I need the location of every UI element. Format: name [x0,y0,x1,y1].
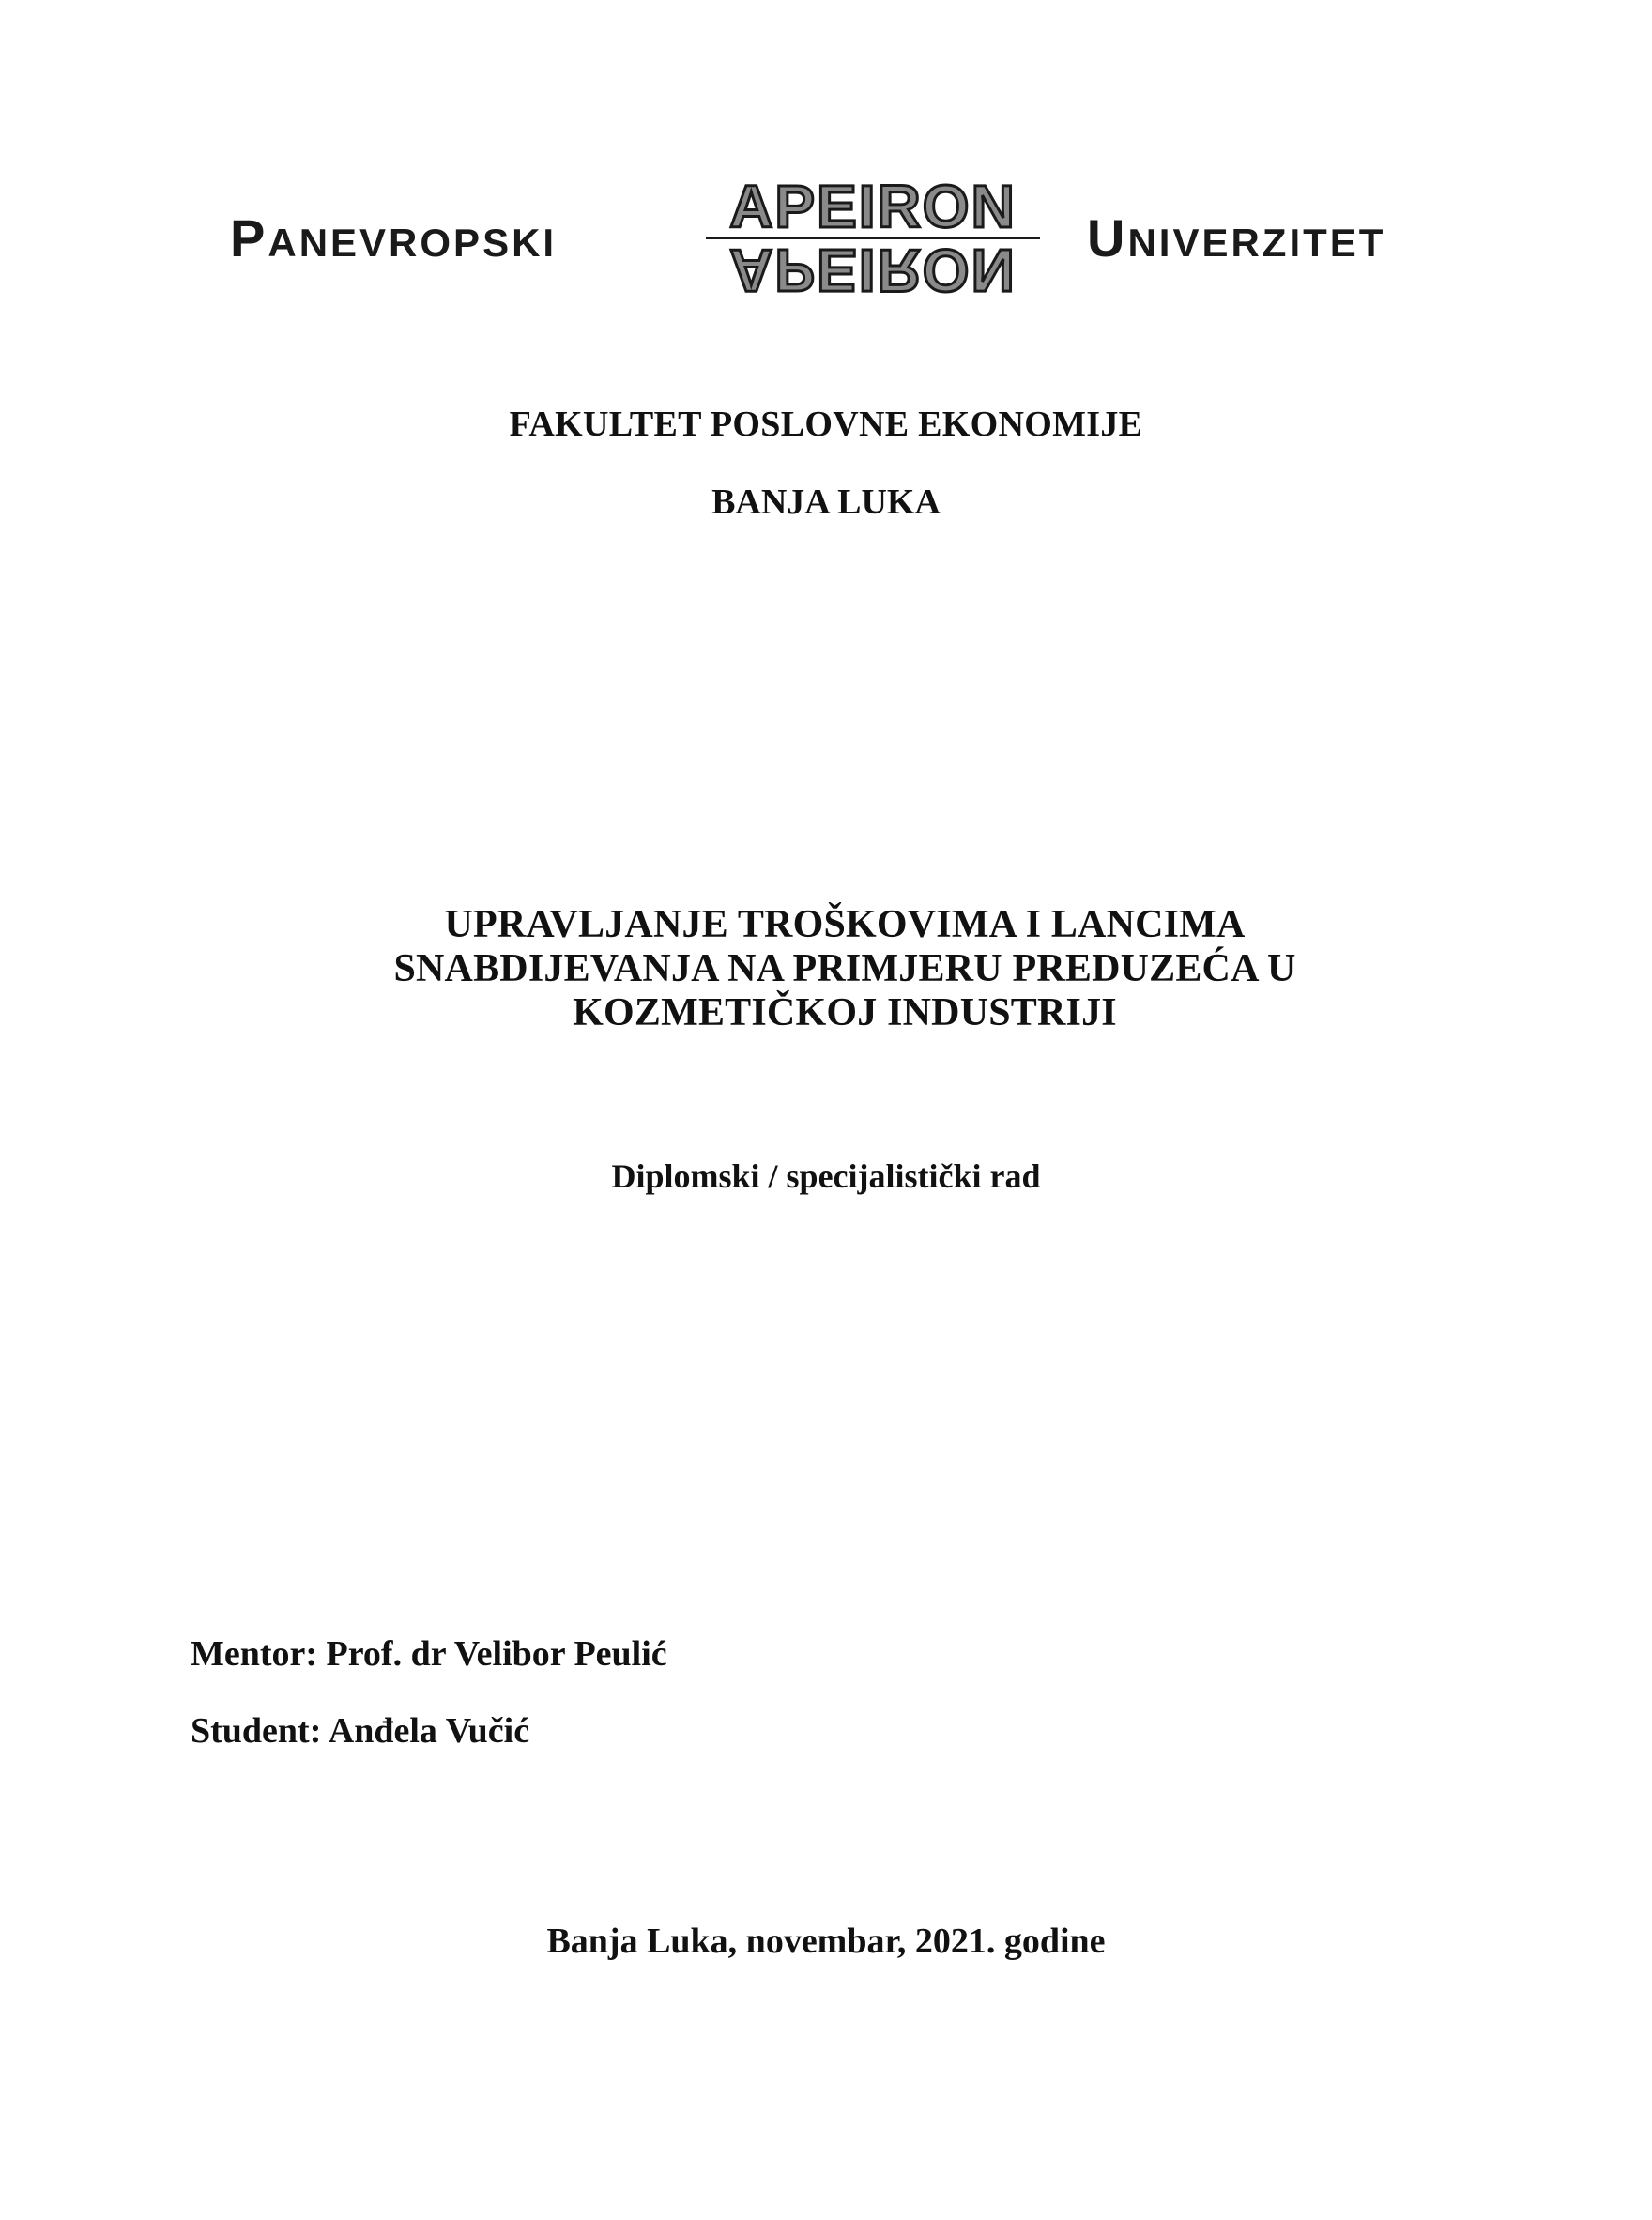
svg-text:APEIRON: APEIRON [729,237,1017,304]
thesis-title-line: UPRAVLJANJE TROŠKOVIMA I LANCIMA [444,903,1246,946]
thesis-type: Diplomski / specijalistički rad [611,1157,1041,1195]
place-and-date: Banja Luka, novembar, 2021. godine [546,1921,1106,1961]
apeiron-logo [685,169,1061,310]
header-word-panevropski: PANEVROPSKI [230,208,558,268]
mentor-line: Mentor: Prof. dr Velibor Peulić [191,1634,667,1674]
svg-text:APEIRON: APEIRON [729,173,1017,240]
header-word-univerzitet: UNIVERZITET [1087,208,1386,268]
student-line: Student: Anđela Vučić [191,1711,530,1751]
thesis-title-line: KOZMETIČKOJ INDUSTRIJI [573,991,1117,1034]
thesis-title-line: SNABDIJEVANJA NA PRIMJERU PREDUZEĆA U [393,947,1296,990]
faculty-name: FAKULTET POSLOVNE EKONOMIJE [509,405,1143,444]
university-header [0,169,1652,319]
faculty-city: BANJA LUKA [711,482,941,522]
thesis-title [282,903,1408,1035]
